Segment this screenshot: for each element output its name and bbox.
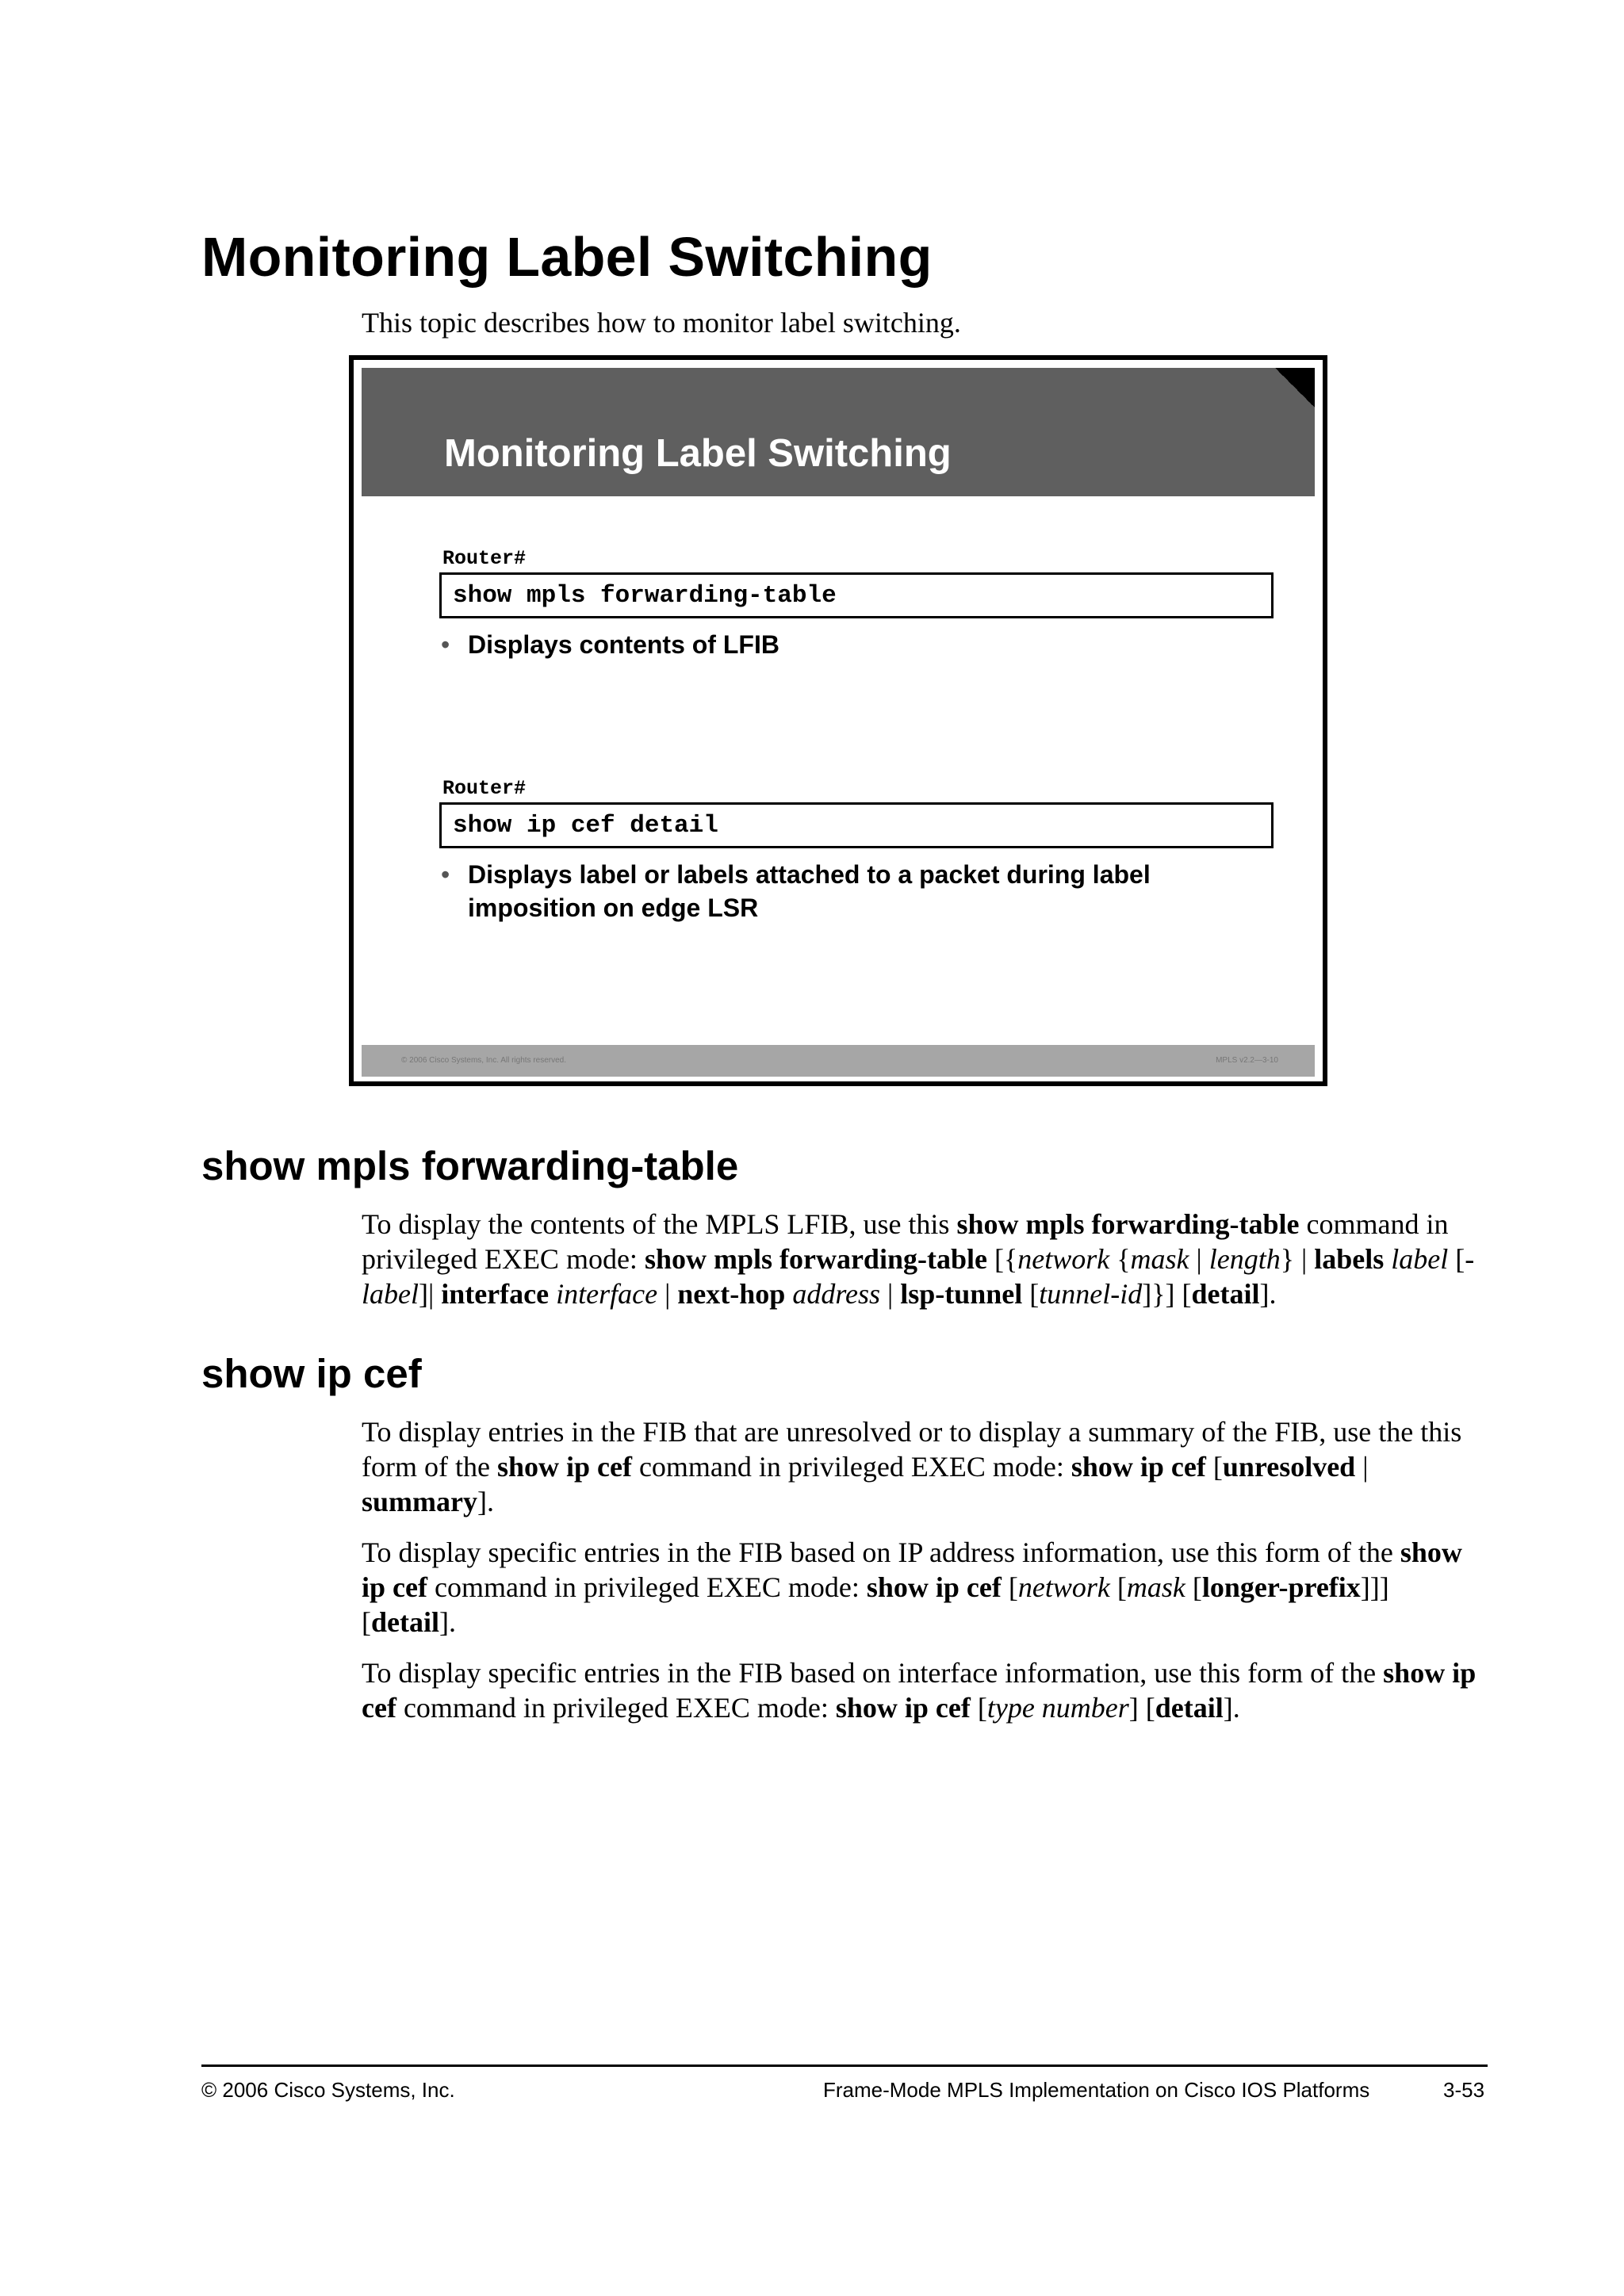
command-keyword: detail: [371, 1606, 439, 1638]
command-box: show ip cef detail: [439, 802, 1274, 848]
command-keyword: show mpls forwarding-table: [956, 1208, 1300, 1240]
command-keyword: interface: [441, 1278, 550, 1310]
bullet-item: [441, 858, 1218, 924]
command-keyword: unresolved: [1222, 1451, 1356, 1483]
section-paragraph: To display the contents of the MPLS LFIB, use this show mpls forwarding-table command in privileged EXEC mode: show mpls forwarding-table [{network {mask | length} | labels label [-label]| interface interface | next-hop address | lsp-tunnel [tunnel-id]}] [detail].: [362, 1208, 1475, 1310]
page-title: Monitoring Label Switching: [201, 226, 933, 288]
command-argument: mask: [1126, 1571, 1185, 1603]
command-keyword: next-hop: [677, 1278, 786, 1310]
command-argument: network: [1017, 1243, 1110, 1275]
router-prompt: Router#: [442, 777, 527, 800]
slide-header: [362, 368, 1315, 496]
command-argument: length: [1208, 1243, 1281, 1275]
command-box: show mpls forwarding-table: [439, 572, 1274, 618]
command-argument: label: [362, 1278, 419, 1310]
command-keyword: show mpls forwarding-table: [644, 1243, 987, 1275]
slide-corner-decoration: [1275, 368, 1315, 408]
command-argument: label: [1391, 1243, 1449, 1275]
command-keyword: lsp-tunnel: [900, 1278, 1023, 1310]
command-keyword: show ip cef: [835, 1692, 971, 1724]
command-argument: address: [792, 1278, 880, 1310]
command-argument: tunnel-id: [1039, 1278, 1143, 1310]
section-paragraph: To display specific entries in the FIB based on interface information, use this form of the show ip cef command in privileged EXEC mode: show ip cef [type number] [detail].: [362, 1657, 1477, 1724]
section-heading: show ip cef: [201, 1351, 422, 1396]
command-keyword: longer-prefix: [1201, 1571, 1361, 1603]
bullet-text: Displays label or labels attached to a packet during label imposition on edge LSR: [468, 860, 1151, 922]
bullet-text: Displays contents of LFIB: [468, 630, 779, 659]
command-keyword: show ip cef: [866, 1571, 1002, 1603]
slide-title: Monitoring Label Switching: [444, 432, 952, 475]
command-keyword: show ip cef: [1071, 1451, 1206, 1483]
router-prompt: Router#: [442, 547, 527, 570]
command-argument: network: [1017, 1571, 1110, 1603]
slide-footer: [362, 1045, 1315, 1077]
slide-figure: [349, 355, 1327, 1086]
slide-number: MPLS v2.2—3-10: [1216, 1056, 1278, 1065]
footer-divider: [201, 2064, 1488, 2067]
command-keyword: show ip cef: [362, 1657, 1477, 1724]
footer-copyright: © 2006 Cisco Systems, Inc.: [201, 2078, 455, 2102]
command-keyword: labels: [1314, 1243, 1385, 1275]
bullet-item: [441, 628, 1250, 661]
command-argument: type number: [986, 1692, 1129, 1724]
slide-copyright: © 2006 Cisco Systems, Inc. All rights reserved.: [401, 1056, 567, 1065]
footer-book-title: Frame-Mode MPLS Implementation on Cisco IOS Platforms: [823, 2078, 1370, 2102]
command-argument: mask: [1130, 1243, 1189, 1275]
section-paragraph: To display entries in the FIB that are unresolved or to display a summary of the FIB, use the this form of the show ip cef command in privileged EXEC mode: show ip cef [unresolved | summary].: [362, 1416, 1462, 1517]
footer-page-number: 3-53: [1443, 2078, 1485, 2102]
command-argument: interface: [556, 1278, 658, 1310]
bullet-marker: •: [441, 630, 450, 659]
intro-text: This topic describes how to monitor label switching.: [362, 307, 961, 339]
command-keyword: show ip cef: [496, 1451, 632, 1483]
command-keyword: summary: [362, 1486, 477, 1517]
command-keyword: show ip cef: [362, 1536, 1462, 1603]
command-keyword: detail: [1155, 1692, 1224, 1724]
section-heading: show mpls forwarding-table: [201, 1143, 739, 1188]
command-keyword: detail: [1191, 1278, 1260, 1310]
section-paragraph: To display specific entries in the FIB based on IP address information, use this form of the show ip cef command in privileged EXEC mode: show ip cef [network [mask [longer-prefix]]] [detail].: [362, 1536, 1462, 1638]
bullet-marker: •: [441, 860, 450, 889]
